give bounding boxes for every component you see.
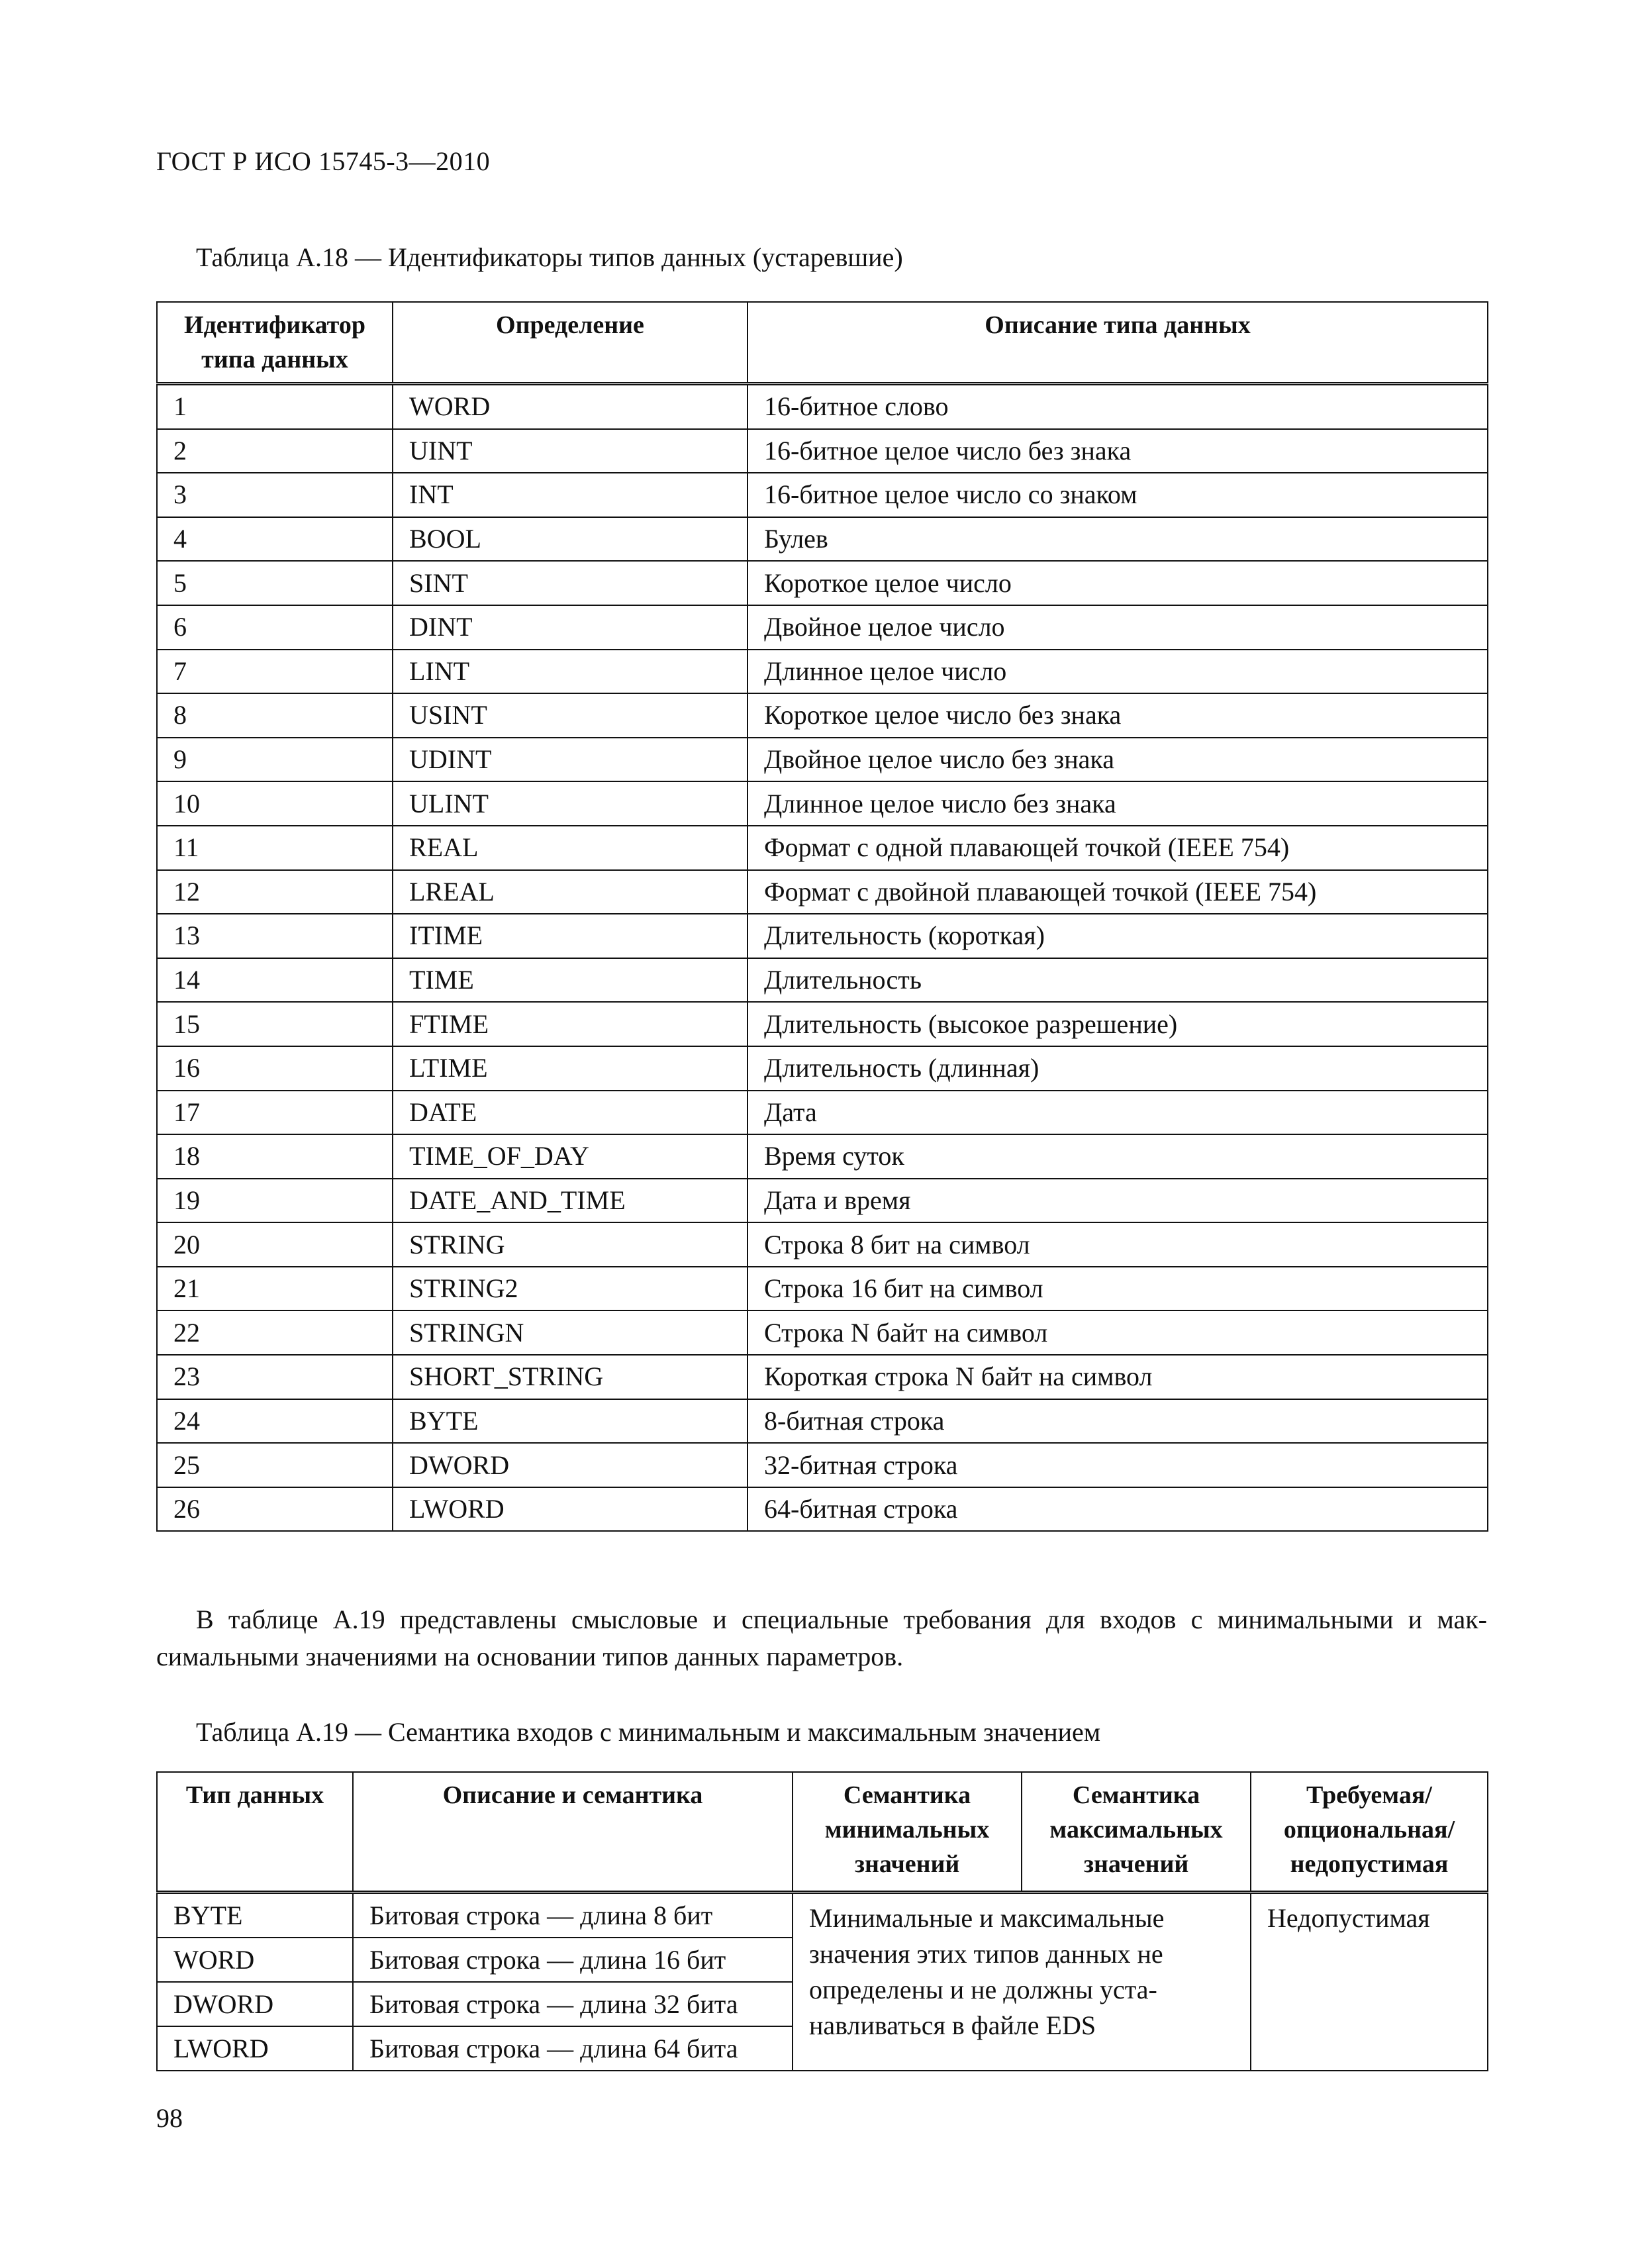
cell-description: 16-битное слово	[748, 384, 1488, 429]
cell-description: 64-битная строка	[748, 1487, 1488, 1532]
cell-requirement: Недопустимая	[1251, 1893, 1488, 2071]
cell-definition: DATE_AND_TIME	[393, 1179, 748, 1223]
cell-id: 4	[157, 517, 393, 562]
cell-definition: FTIME	[393, 1002, 748, 1046]
cell-description: Двойное целое число	[748, 605, 1488, 650]
cell-description: Формат с двойной плавающей точкой (IEEE 754)	[748, 870, 1488, 914]
cell-definition: UINT	[393, 429, 748, 473]
table-row	[157, 1893, 1488, 1938]
cell-id: 24	[157, 1399, 393, 1444]
cell-data-type: LWORD	[157, 2026, 353, 2071]
table-header-row	[157, 1772, 1488, 1893]
cell-id: 22	[157, 1310, 393, 1355]
cell-definition: BYTE	[393, 1399, 748, 1444]
cell-id: 26	[157, 1487, 393, 1532]
cell-description: 32-битная строка	[748, 1443, 1488, 1487]
table-row	[157, 1046, 1488, 1091]
cell-definition: DINT	[393, 605, 748, 650]
cell-id: 11	[157, 826, 393, 870]
cell-description: Длительность (короткая)	[748, 914, 1488, 958]
table-row	[157, 693, 1488, 738]
cell-definition: LTIME	[393, 1046, 748, 1091]
paragraph-line: В таблице А.19 представлены смысловые и специальные требования для входов с минимальными и мак-	[196, 1604, 1487, 1634]
cell-id: 10	[157, 781, 393, 826]
cell-definition: STRING	[393, 1222, 748, 1267]
cell-id: 12	[157, 870, 393, 914]
cell-definition: USINT	[393, 693, 748, 738]
cell-data-type: DWORD	[157, 1982, 353, 2026]
cell-id: 17	[157, 1091, 393, 1135]
table-row	[157, 1355, 1488, 1399]
cell-id: 25	[157, 1443, 393, 1487]
cell-description: Короткая строка N байт на символ	[748, 1355, 1488, 1399]
cell-description: Формат с одной плавающей точкой (IEEE 754)	[748, 826, 1488, 870]
cell-definition: DATE	[393, 1091, 748, 1135]
column-header-max-semantics: Семантика максимальных значений	[1022, 1772, 1251, 1893]
cell-description: Длинное целое число без знака	[748, 781, 1488, 826]
cell-id: 5	[157, 561, 393, 605]
cell-description: 8-битная строка	[748, 1399, 1488, 1444]
cell-definition: ITIME	[393, 914, 748, 958]
table-row	[157, 1310, 1488, 1355]
table-row	[157, 1267, 1488, 1311]
cell-semantics: Битовая строка — длина 8 бит	[353, 1893, 793, 1938]
table-row	[157, 958, 1488, 1003]
table-row	[157, 1399, 1488, 1444]
table-row	[157, 561, 1488, 605]
table-row	[157, 1091, 1488, 1135]
cell-definition: TIME	[393, 958, 748, 1003]
cell-definition: STRINGN	[393, 1310, 748, 1355]
cell-data-type: WORD	[157, 1938, 353, 1982]
cell-definition: ULINT	[393, 781, 748, 826]
table-row	[157, 870, 1488, 914]
page-number: 98	[156, 2103, 183, 2133]
cell-id: 6	[157, 605, 393, 650]
cell-description: Двойное целое число без знака	[748, 738, 1488, 782]
table-row	[157, 605, 1488, 650]
cell-id: 7	[157, 650, 393, 694]
cell-id: 13	[157, 914, 393, 958]
column-header-semantics: Описание и семантика	[353, 1772, 793, 1893]
cell-definition: LREAL	[393, 870, 748, 914]
column-header-min-semantics: Семантика минимальных значений	[793, 1772, 1022, 1893]
cell-description: Строка N байт на символ	[748, 1310, 1488, 1355]
table-row	[157, 384, 1488, 429]
table-row	[157, 1222, 1488, 1267]
cell-description: Дата и время	[748, 1179, 1488, 1223]
body-paragraph	[156, 1601, 1487, 1675]
table-header-row	[157, 302, 1488, 384]
table-a18-caption: Таблица А.18 — Идентификаторы типов данных (устаревшие)	[196, 242, 903, 272]
column-header-id: Идентификатор типа данных	[157, 302, 393, 384]
table-a19	[156, 1771, 1488, 2071]
cell-semantics: Битовая строка — длина 64 бита	[353, 2026, 793, 2071]
cell-data-type: BYTE	[157, 1893, 353, 1938]
cell-description: 16-битное целое число со знаком	[748, 473, 1488, 517]
table-row	[157, 914, 1488, 958]
cell-definition: LINT	[393, 650, 748, 694]
cell-min-max-semantics: Минимальные и максимальные значения этих типов данных не определены и не должны уста-навливаться в файле EDS	[793, 1893, 1251, 2071]
table-row	[157, 1487, 1488, 1532]
table-row	[157, 1002, 1488, 1046]
cell-description: Длительность (высокое разрешение)	[748, 1002, 1488, 1046]
page-header: ГОСТ Р ИСО 15745-3—2010	[156, 146, 491, 176]
cell-id: 18	[157, 1134, 393, 1179]
cell-description: Длительность (длинная)	[748, 1046, 1488, 1091]
cell-definition: WORD	[393, 384, 748, 429]
cell-id: 15	[157, 1002, 393, 1046]
cell-definition: UDINT	[393, 738, 748, 782]
table-row	[157, 826, 1488, 870]
cell-id: 3	[157, 473, 393, 517]
paragraph-line: симальными значениями на основании типов данных параметров.	[156, 1642, 904, 1671]
table-row	[157, 473, 1488, 517]
table-row	[157, 738, 1488, 782]
cell-id: 8	[157, 693, 393, 738]
table-row	[157, 1179, 1488, 1223]
cell-definition: DWORD	[393, 1443, 748, 1487]
cell-id: 19	[157, 1179, 393, 1223]
column-header-requirement: Требуемая/ опциональная/ недопустимая	[1251, 1772, 1488, 1893]
cell-description: Дата	[748, 1091, 1488, 1135]
cell-description: Короткое целое число	[748, 561, 1488, 605]
table-a18	[156, 301, 1488, 1532]
cell-definition: BOOL	[393, 517, 748, 562]
cell-description: 16-битное целое число без знака	[748, 429, 1488, 473]
cell-description: Булев	[748, 517, 1488, 562]
cell-semantics: Битовая строка — длина 32 бита	[353, 1982, 793, 2026]
table-row	[157, 517, 1488, 562]
cell-description: Длинное целое число	[748, 650, 1488, 694]
cell-id: 14	[157, 958, 393, 1003]
cell-id: 1	[157, 384, 393, 429]
column-header-description: Описание типа данных	[748, 302, 1488, 384]
cell-definition: LWORD	[393, 1487, 748, 1532]
cell-semantics: Битовая строка — длина 16 бит	[353, 1938, 793, 1982]
column-header-data-type: Тип данных	[157, 1772, 353, 1893]
cell-description: Строка 8 бит на символ	[748, 1222, 1488, 1267]
cell-id: 21	[157, 1267, 393, 1311]
cell-definition: STRING2	[393, 1267, 748, 1311]
cell-definition: REAL	[393, 826, 748, 870]
cell-id: 16	[157, 1046, 393, 1091]
cell-definition: SINT	[393, 561, 748, 605]
table-row	[157, 1443, 1488, 1487]
cell-description: Длительность	[748, 958, 1488, 1003]
cell-id: 2	[157, 429, 393, 473]
table-a19-caption: Таблица А.19 — Семантика входов с минимальным и максимальным значением	[196, 1717, 1101, 1747]
cell-description: Короткое целое число без знака	[748, 693, 1488, 738]
cell-description: Время суток	[748, 1134, 1488, 1179]
table-row	[157, 781, 1488, 826]
cell-description: Строка 16 бит на символ	[748, 1267, 1488, 1311]
table-row	[157, 429, 1488, 473]
column-header-definition: Определение	[393, 302, 748, 384]
table-row	[157, 650, 1488, 694]
cell-definition: INT	[393, 473, 748, 517]
cell-definition: SHORT_STRING	[393, 1355, 748, 1399]
cell-id: 23	[157, 1355, 393, 1399]
cell-id: 20	[157, 1222, 393, 1267]
table-row	[157, 1134, 1488, 1179]
cell-definition: TIME_OF_DAY	[393, 1134, 748, 1179]
cell-id: 9	[157, 738, 393, 782]
